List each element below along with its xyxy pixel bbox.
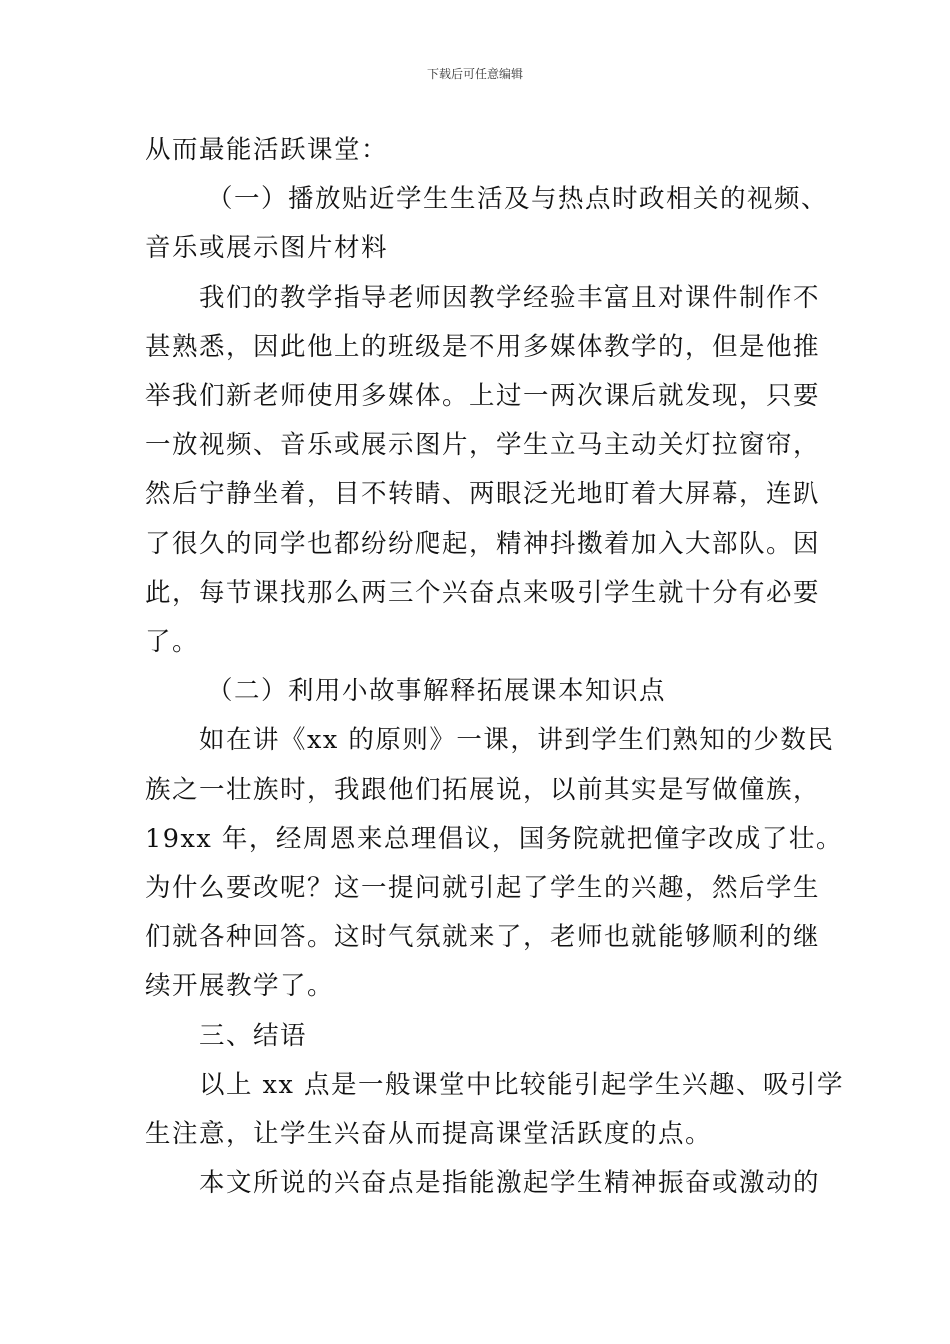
text-line: 了很久的同学也都纷纷爬起，精神抖擞着加入大部队。因 bbox=[145, 528, 821, 559]
text-line: 续开展教学了。 bbox=[145, 971, 335, 1002]
section-heading: （二）利用小故事解释拓展课本知识点 bbox=[207, 676, 667, 707]
text-line: 音乐或展示图片材料 bbox=[145, 233, 389, 264]
text-line: 了。 bbox=[145, 627, 200, 658]
text-line: 本文所说的兴奋点是指能激起学生精神振奋或激动的 bbox=[199, 1168, 821, 1199]
text-line: 举我们新老师使用多媒体。上过一两次课后就发现，只要 bbox=[145, 381, 821, 412]
document-body bbox=[145, 126, 844, 1208]
text-line: 我们的教学指导老师因教学经验丰富且对课件制作不 bbox=[199, 282, 821, 313]
text-line: 此，每节课找那么两三个兴奋点来吸引学生就十分有必要 bbox=[145, 577, 821, 608]
text-line: 从而最能活跃课堂： bbox=[145, 135, 389, 165]
text-line: 为什么要改呢？这一提问就引起了学生的兴趣，然后学生 bbox=[145, 873, 821, 904]
section-heading: 三、结语 bbox=[199, 1020, 308, 1051]
text-line: 们就各种回答。这时气氛就来了，老师也就能够顺利的继 bbox=[145, 922, 821, 953]
page-header: 下载后可任意编辑 bbox=[426, 67, 523, 81]
text-line: 一放视频、音乐或展示图片，学生立马主动关灯拉窗帘， bbox=[145, 430, 821, 461]
text-line: 19xx 年，经周恩来总理倡议，国务院就把僮字改成了壮。 bbox=[145, 823, 843, 854]
text-line: 族之一壮族时，我跟他们拓展说，以前其实是写做僮族， bbox=[145, 774, 821, 805]
text-line: 然后宁静坐着，目不转睛、两眼泛光地盯着大屏幕，连趴 bbox=[145, 479, 821, 510]
section-heading: （一）播放贴近学生生活及与热点时政相关的视频、 bbox=[207, 184, 829, 215]
text-line: 生注意，让学生兴奋从而提高课堂活跃度的点。 bbox=[145, 1119, 713, 1150]
text-line: 如在讲《xx 的原则》一课，讲到学生们熟知的少数民 bbox=[199, 725, 835, 756]
text-line: 以上 xx 点是一般课堂中比较能引起学生兴趣、吸引学 bbox=[199, 1069, 844, 1100]
text-line: 甚熟悉，因此他上的班级是不用多媒体教学的，但是他推 bbox=[145, 331, 821, 362]
